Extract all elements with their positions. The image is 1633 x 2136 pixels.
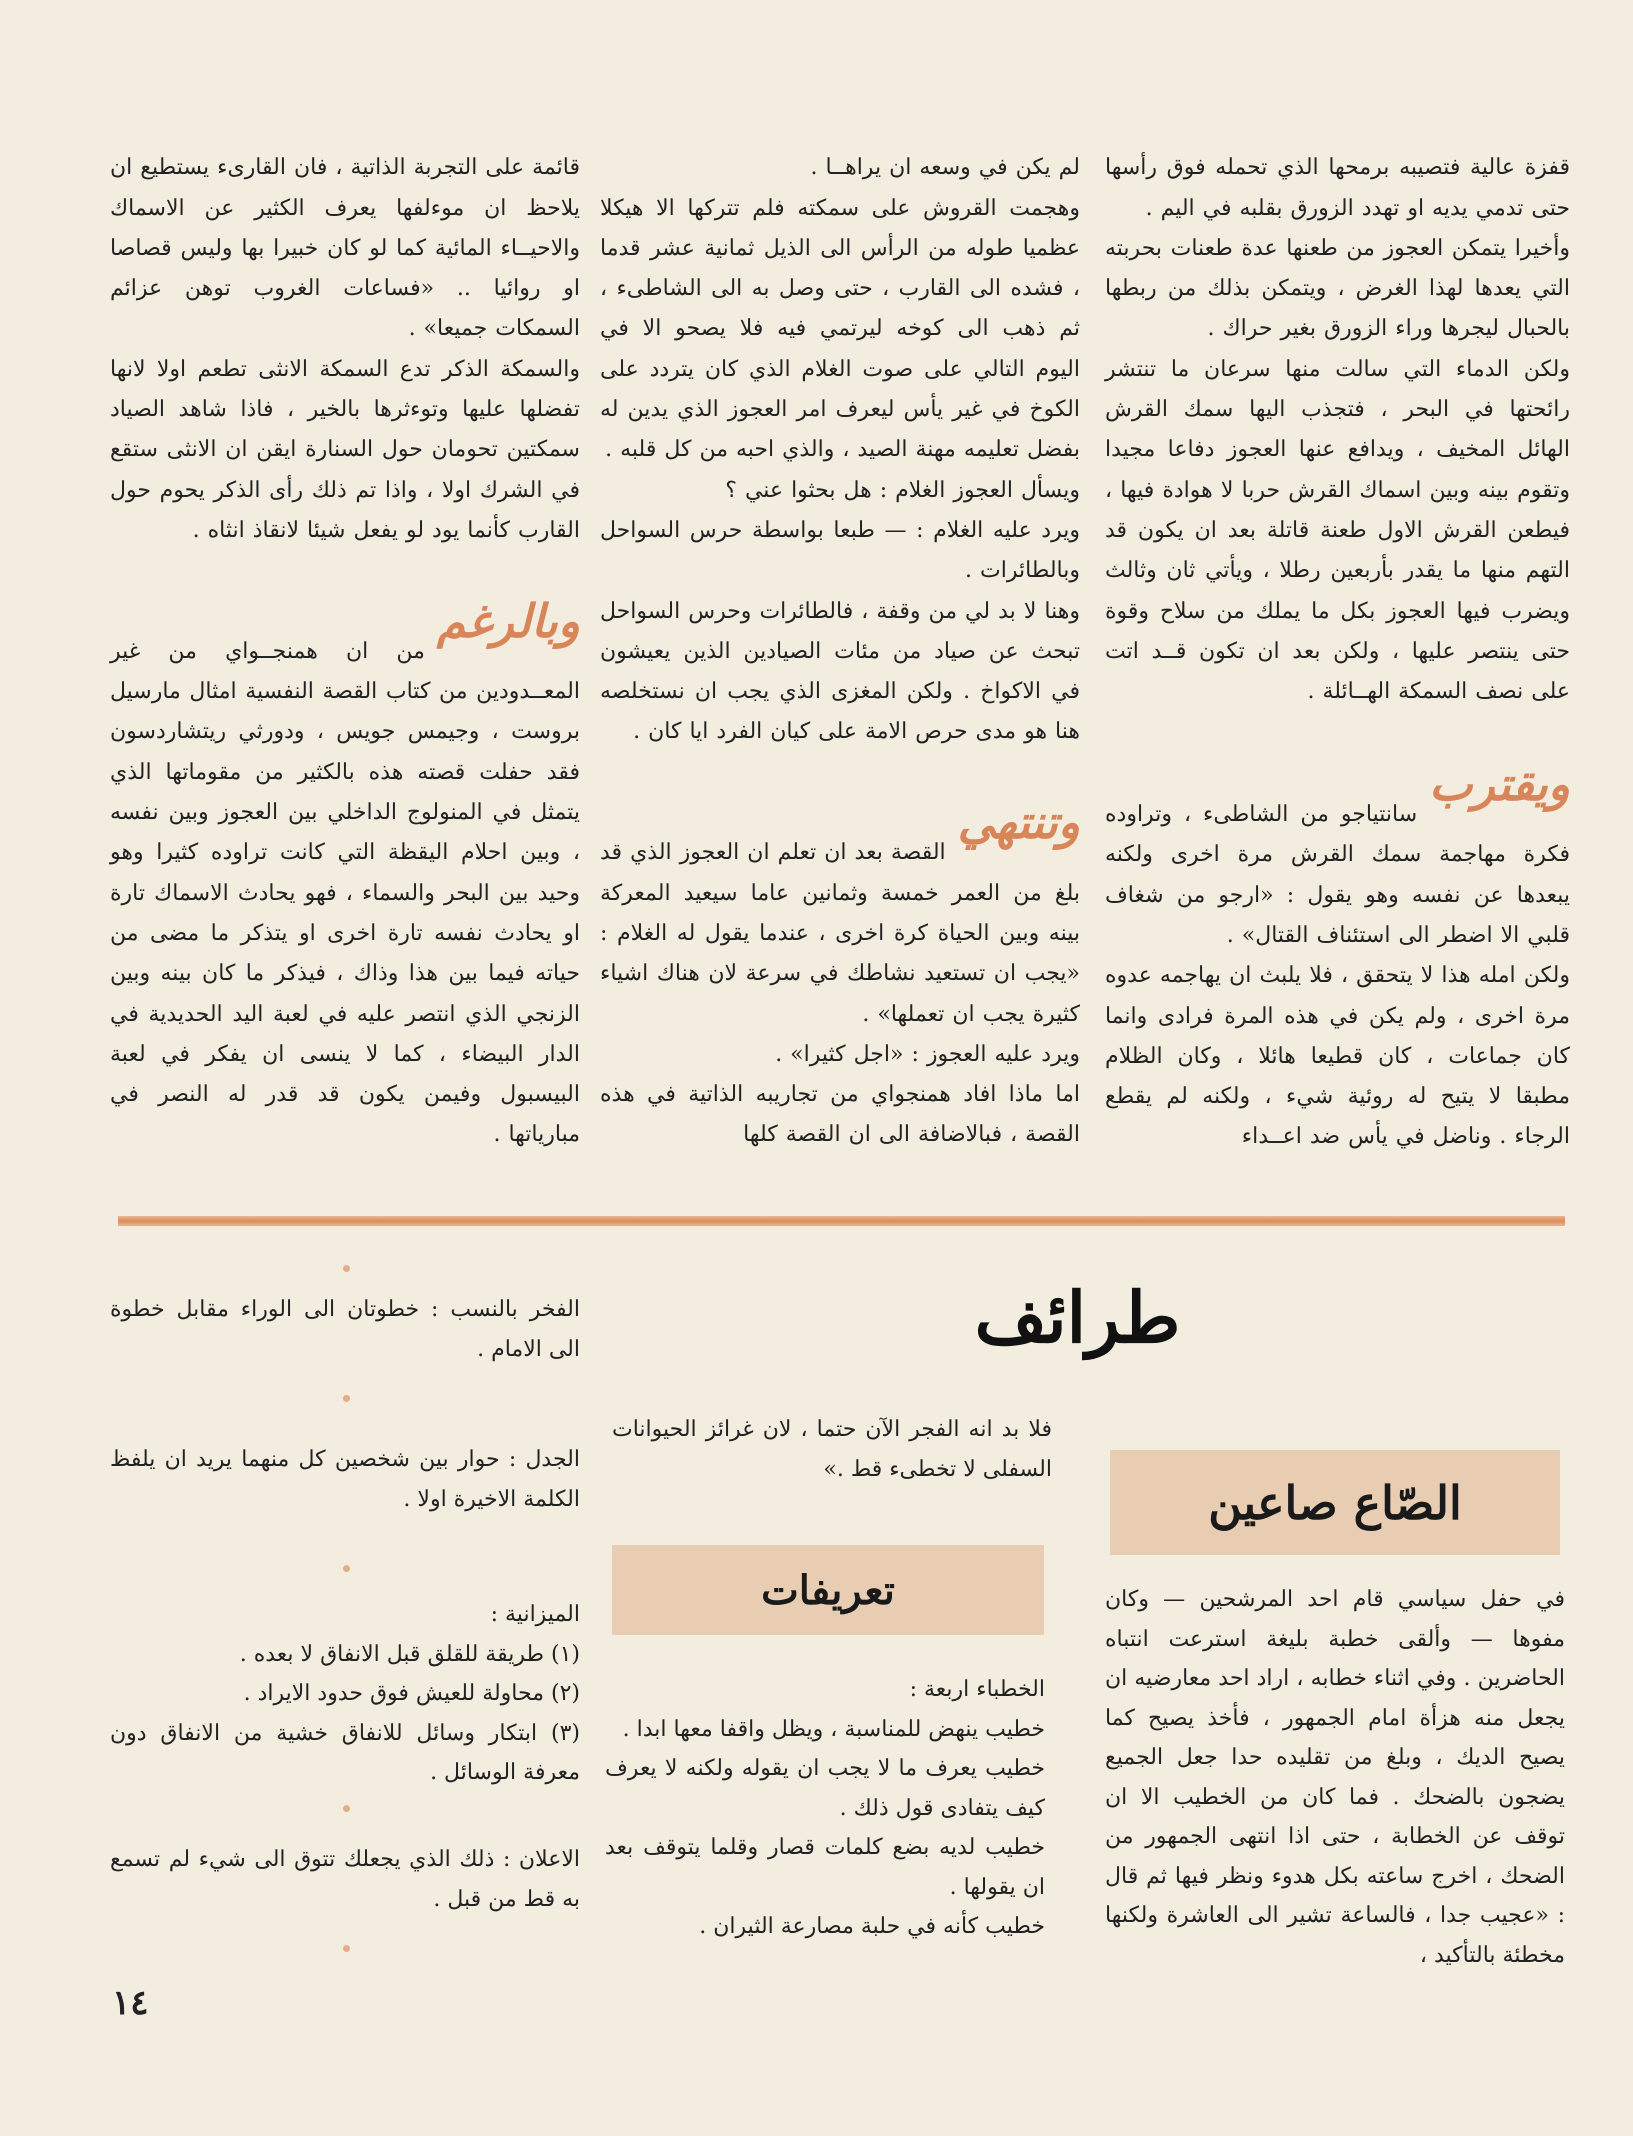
subsection-title: تعريفات	[761, 1566, 895, 1614]
column-paragraph	[110, 551, 580, 1155]
definition-item: الاعلان : ذلك الذي يجعلك تتوق الى شيء لم تسمع به قط من قبل .	[110, 1847, 580, 1912]
anecdote-continuation: فلا بد انه الفجر الآن حتما ، لان غرائز الحيوانات السفلى لا تخطىء قط .»	[612, 1417, 1052, 1482]
separator-dot	[343, 1265, 350, 1272]
separator-dot	[343, 1805, 350, 1812]
column-text: القصة بعد ان تعلم ان العجوز الذي قد بلغ من العمر خمسة وثمانين عاما سيعيد المعركة بينه وبين الحياة كرة اخرى ، عندما يقول له الغلام : «يجب ان تستعيد نشاطك في سرعة لان هناك اشياء كثيرة يجب ان تعملها» . ويرد عليه العجوز : «اجل كثيرا» . اما ماذا افاد همنجواي من تجاريبه الذاتية في هذه القصة ، فبالاضافة الى ان القصة كلها	[600, 840, 1080, 1148]
section-title: طرائف	[974, 1276, 1181, 1359]
section-heading: وبالرغم	[436, 593, 580, 648]
subsection-title-box	[1110, 1450, 1560, 1555]
column-paragraph	[600, 753, 1080, 1156]
column-text: من ان همنجــواي من غير المعــدودين من كتاب القصة النفسية امثال مارسيل بروست ، وجيمس جويس ، ودورثي ريتشاردسون فقد حفلت قصته هذه بالكثير من مقوماتها الذي يتمثل في المنولوج الداخلي بين العجوز وبين نفسه ، وبين احلام اليقظة التي كانت تراوده كثيرا وهو وحيد بين البحر والسماء ، فهو يحادث الاسماك تارة او يحادث نفسه تارة اخرى او يتذكر ما مضى من حياته فيما بين هذا وذاك ، فيذكر ما كان بينه وبين الزنجي الذي انتصر عليه في لعبة اليد الحديدية في الدار البيضاء ، كما لا ينسى ان يفكر في لعبة البيسبول وفيمن يكون قد قدر له النصر في مبارياتها .	[110, 638, 580, 1148]
separator-dot	[343, 1565, 350, 1572]
anecdote-text: في حفل سياسي قام احد المرشحين — وكان مفوها — وألقى خطبة بليغة استرعت انتباه الحاضرين . وفي اثناء خطابه ، اراد احد معارضيه ان يجعل منه هزأة امام الجمهور ، فأخذ يصيح كما يصيح الديك ، وبلغ من تقليده حدا جعل الجميع يضجون بالضحك . فما كان من الخطيب الا ان توقف عن الخطابة ، حتى اذا انتهى الجمهور من الضحك ، اخرج ساعته بكل هدوء ونظر فيها ثم قال : «عجيب جدا ، فالساعة تشير الى العاشرة ولكنها مخطئة بالتأكيد ،	[1105, 1587, 1565, 1968]
section-heading: وتنتهي	[957, 795, 1080, 850]
column-text: سانتياجو من الشاطىء ، وتراوده فكرة مهاجمة سمك القرش مرة اخرى ولكنه يبعدها عن نفسه وهو يقول : «ارجو من شغاف قلبي الا اضطر الى استئناف القتال» . ولكن امله هذا لا يتحقق ، فلا يلبث ان يهاجمه عدوه مرة اخرى ، ولم يكن في هذه المرة فرادى وانما كان جماعات ، كان قطيعا هائلا ، وكان الظلام مطبقا لا يتيح له روئية شيء ، ولكنه لم يقطع الرجاء . وناضل في يأس ضد اعــداء	[1105, 802, 1570, 1150]
speakers-list: الخطباء اربعة : خطيب ينهض للمناسبة ، ويظل واقفا معها ابدا . خطيب يعرف ما لا يجب ان يقوله ولكنه لا يعرف كيف يتفادى قول ذلك . خطيب لديه بضع كلمات قصار وقلما يتوقف بعد ان يقولها . خطيب كأنه في حلبة مصارعة الثيران .	[605, 1677, 1045, 1939]
page-number: ١٤	[112, 1983, 149, 2023]
separator-dot	[343, 1395, 350, 1402]
subsection-title-box	[612, 1545, 1044, 1635]
article-column-left	[110, 108, 580, 1196]
section-heading: ويقترب	[1429, 756, 1570, 811]
subsection-title: الصّاع صاعين	[1208, 1475, 1462, 1530]
column-text: قفزة عالية فتصيبه برمحها الذي تحمله فوق رأسها حتى تدمي يديه او تهدد الزورق بقلبه في اليم . وأخيرا يتمكن العجوز من طعنها عدة طعنات بحربته التي يعدها لهذا الغرض ، ويتمكن بذلك من ربطها بالحبال ليجرها وراء الزورق بغير حراك . ولكن الدماء التي سالت منها سرعان ما تنتشر رائحتها في البحر ، فتجذب اليها سمك القرش الهائل المخيف ، ويدافع عنها العجوز دفاعا مجيدا وتقوم بينه وبين اسماك القرش حربا لا هوادة فيها ، فيطعن القرش الاول طعنة قاتلة بعد ان يكون قد التهم منها ما يقدر بأربعين رطلا ، ويأتي ثان وثالث ويضرب فيها العجوز بكل ما يملك من سلاح وقوة حتى ينتصر عليها ، ولكن بعد ان تكون قــد اتت على نصف السمكة الهــائلة .	[1105, 155, 1570, 705]
definition-item: الجدل : حوار بين شخصين كل منهما يريد ان يلفظ الكلمة الاخيرة اولا .	[110, 1447, 580, 1512]
column-text: قائمة على التجربة الذاتية ، فان القارىء يستطيع ان يلاحظ ان موءلفها يعرف الكثير عن الاسماك والاحيــاء المائية كما لو كان خبيرا بها وليس قصاصا او روائيا .. «فساعات الغروب توهن عزائم السمكات جميعا» . والسمكة الذكر تدع السمكة الانثى تطعم اولا لانها تفضلها عليها وتوءثرها بالخير ، فاذا شاهد الصياد سمكتين تحومان حول السنارة ايقن ان الانثى ستقع في الشرك اولا ، واذا تم ذلك رأى الذكر يحوم حول القارب كأنما يود لو يفعل شيئا لانقاذ انثاه .	[110, 155, 580, 543]
separator-dot	[343, 1945, 350, 1952]
definition-item: الميزانية : (١) طريقة للقلق قبل الانفاق لا بعده . (٢) محاولة للعيش فوق حدود الايراد . (٣) ابتكار وسائل للانفاق خشية من الانفاق دون معرفة الوسائل .	[110, 1602, 580, 1785]
column-text: لم يكن في وسعه ان يراهــا . وهجمت القروش على سمكته فلم تتركها الا هيكلا عظميا طوله من الرأس الى الذيل ثمانية عشر قدما ، فشده الى القارب ، حتى وصل به الى الشاطىء ، ثم ذهب الى كوخه ليرتمي فيه فلا يصحو الا في اليوم التالي على صوت الغلام الذي كان يتردد على الكوخ في غير يأس ليعرف امر العجوز الذي يدين له بفضل تعليمه مهنة الصيد ، والذي احبه من كل قلبه . ويسأل العجوز الغلام : هل بحثوا عني ؟ ويرد عليه الغلام : — طبعا بواسطة حرس السواحل وبالطائرات . وهنا لا بد لي من وقفة ، فالطائرات وحرس السواحل تبحث عن صياد من مئات الصيادين الذين يعيشون في الاكواخ . ولكن المغزى الذي يجب ان نستخلصه هنا هو مدى حرص الامة على كيان الفرد ايا كان .	[600, 155, 1080, 745]
column-paragraph	[1105, 714, 1570, 1157]
definition-item: الفخر بالنسب : خطوتان الى الوراء مقابل خطوة الى الامام .	[110, 1297, 580, 1362]
article-column-right	[1105, 108, 1570, 1198]
article-column-middle	[600, 108, 1080, 1196]
section-divider	[118, 1216, 1565, 1226]
